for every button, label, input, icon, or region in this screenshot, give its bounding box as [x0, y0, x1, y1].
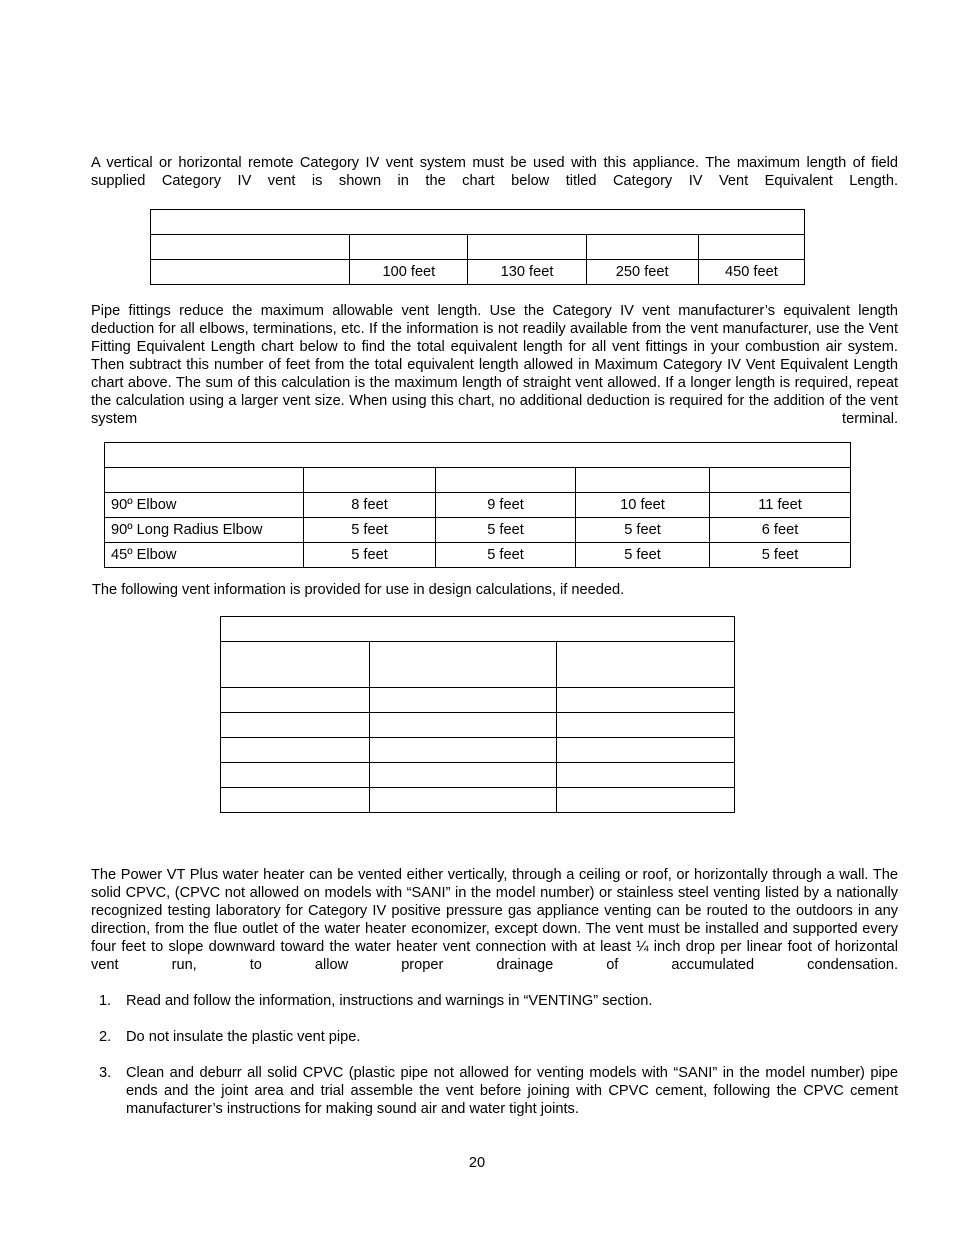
table-header-cell — [304, 468, 436, 493]
table-header-cell — [557, 642, 735, 688]
table-cell: 450 feet — [698, 260, 804, 285]
table-header-cell — [586, 235, 698, 260]
table-header-cell — [698, 235, 804, 260]
table-cell: 5 feet — [436, 543, 576, 568]
table-cell: 9 feet — [436, 493, 576, 518]
table-cell: 5 feet — [304, 543, 436, 568]
venting-paragraph: The Power VT Plus water heater can be vented either vertically, through a ceiling or roof, or horizontally through a wall. The solid CPVC, (CPVC not allowed on models with “SANI” in the model number) or stainless steel venting listed by a nationally recognized testing laboratory for Category IV positive pressure gas appliance venting can be routed to the outdoors in any direction, from the flue outlet of the water heater economizer, except down. The vent must be installed and supported every four feet to slope downward toward the water heater vent connection with at least ¼ inch drop per linear foot of horizontal vent run, to allow proper drainage of accumulated condensation. — [91, 867, 898, 973]
table-cell: 5 feet — [436, 518, 576, 543]
table-row — [221, 763, 735, 788]
table-header-cell — [370, 642, 557, 688]
list-item — [91, 992, 898, 1010]
table-cell — [557, 738, 735, 763]
table-cell: 5 feet — [710, 543, 851, 568]
table-cell — [221, 763, 370, 788]
vent-fitting-equivalent-length-table — [104, 442, 851, 568]
table-cell — [370, 763, 557, 788]
table-header-row — [151, 235, 805, 260]
table-cell — [221, 713, 370, 738]
table-cell — [221, 788, 370, 813]
vent-equivalent-length-table — [150, 209, 805, 285]
table-cell: 6 feet — [710, 518, 851, 543]
table-header-row — [221, 642, 735, 688]
intro-paragraph: A vertical or horizontal remote Category IV vent system must be used with this appliance. The maximum length of field supplied Category IV vent is shown in the chart below titled Category IV Vent Equivalent Length. — [91, 155, 898, 189]
list-item-text: Do not insulate the plastic vent pipe. — [126, 1029, 361, 1045]
table-cell — [370, 738, 557, 763]
design-note: The following vent information is provided for use in design calculations, if needed. — [92, 582, 625, 598]
list-item-text: Clean and deburr all solid CPVC (plastic pipe not allowed for venting models with “SANI” in the model number) pipe ends and the joint area and trial assemble the vent before joining with CPVC cement, following the CPVC cement manufacturer’s instructions for making sound air and water tight joints. — [126, 1065, 898, 1117]
table-header-cell — [576, 468, 710, 493]
table-cell — [557, 713, 735, 738]
fittings-paragraph: Pipe fittings reduce the maximum allowable vent length. Use the Category IV vent manufacturer’s equivalent length deduction for all elbows, terminations, etc. If the information is not readily available from the vent manufacturer, use the Vent Fitting Equivalent Length chart below to find the total equivalent length for all vent fittings in your combustion air system. Then subtract this number of feet from the total equivalent length allowed in Maximum Category IV Vent Equivalent Length chart above. The sum of this calculation is the maximum length of straight vent allowed. If a longer length is required, repeat the calculation using a larger vent size. When using this chart, no additional deduction is required for the addition of the vent system terminal. — [91, 303, 898, 427]
list-item — [91, 1064, 898, 1118]
table-row — [105, 493, 851, 518]
table-cell — [557, 763, 735, 788]
table-row — [221, 688, 735, 713]
table-cell — [221, 738, 370, 763]
table-cell — [370, 688, 557, 713]
table-title — [151, 210, 805, 235]
table-row — [151, 260, 805, 285]
table-row — [221, 738, 735, 763]
table-header-cell — [221, 642, 370, 688]
table-row — [221, 713, 735, 738]
table-cell — [221, 688, 370, 713]
table-cell: 90º Long Radius Elbow — [105, 518, 304, 543]
table-cell: 250 feet — [586, 260, 698, 285]
table-row — [221, 788, 735, 813]
table-header-cell — [350, 235, 468, 260]
table-row — [105, 543, 851, 568]
table-cell — [151, 260, 350, 285]
list-item-number: 2. — [99, 1029, 112, 1045]
table-title — [105, 443, 851, 468]
table-header-cell — [436, 468, 576, 493]
table-cell: 8 feet — [304, 493, 436, 518]
table-cell — [557, 688, 735, 713]
page-number: 20 — [468, 1155, 486, 1171]
table-header-cell — [710, 468, 851, 493]
table-cell — [370, 788, 557, 813]
table-row — [105, 518, 851, 543]
table-cell: 5 feet — [576, 518, 710, 543]
table-cell — [370, 713, 557, 738]
list-item-number: 1. — [99, 993, 112, 1009]
table-cell: 45º Elbow — [105, 543, 304, 568]
table-header-cell — [105, 468, 304, 493]
vent-information-table — [220, 616, 735, 813]
table-cell — [557, 788, 735, 813]
table-header-row — [105, 468, 851, 493]
table-cell: 5 feet — [576, 543, 710, 568]
table-title-row — [221, 617, 735, 642]
list-item-number: 3. — [99, 1065, 112, 1081]
list-item-text: Read and follow the information, instructions and warnings in “VENTING” section. — [126, 993, 653, 1009]
table-cell: 10 feet — [576, 493, 710, 518]
table-cell: 5 feet — [304, 518, 436, 543]
list-item — [91, 1028, 898, 1046]
table-header-cell — [151, 235, 350, 260]
table-title-row — [105, 443, 851, 468]
table-cell: 11 feet — [710, 493, 851, 518]
table-title — [221, 617, 735, 642]
table-header-cell — [468, 235, 586, 260]
table-cell: 90º Elbow — [105, 493, 304, 518]
table-title-row — [151, 210, 805, 235]
table-cell: 100 feet — [350, 260, 468, 285]
table-cell: 130 feet — [468, 260, 586, 285]
